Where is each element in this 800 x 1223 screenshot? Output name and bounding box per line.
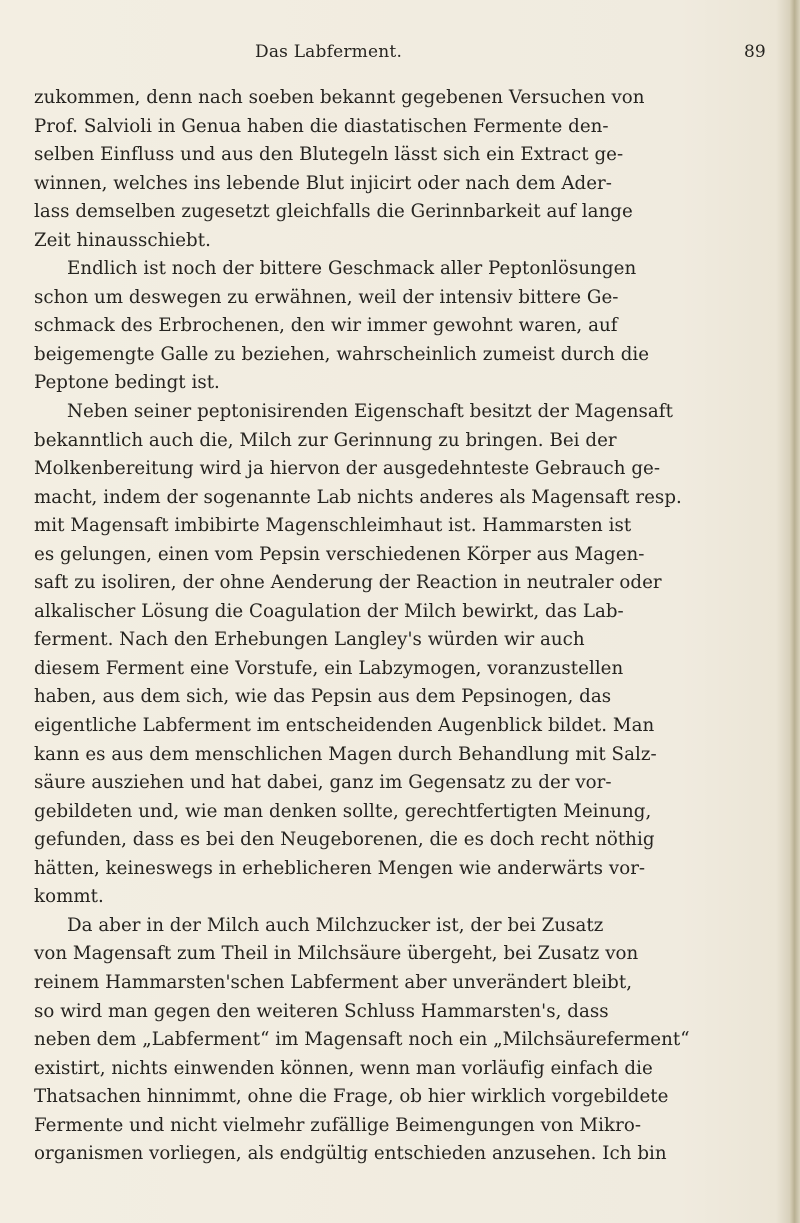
text-line: säure ausziehen und hat dabei, ganz im Gegensatz zu der vor-	[34, 772, 612, 794]
text-line: zukommen, denn nach soeben bekannt gegebenen Versuchen von	[34, 87, 645, 108]
text-line: saft zu isoliren, der ohne Aenderung der Reaction in neutraler oder	[34, 572, 662, 594]
text-line: Prof. Salvioli in Genua haben die diastatischen Fermente den-	[34, 115, 609, 137]
text-line: Thatsachen hinnimmt, ohne die Frage, ob hier wirklich vorgebildete	[34, 1086, 669, 1108]
text-line: ferment. Nach den Erhebungen Langley's würden wir auch	[34, 629, 585, 651]
text-line: kann es aus dem menschlichen Magen durch Behandlung mit Salz-	[34, 743, 657, 765]
text-line: gefunden, dass es bei den Neugeborenen, die es doch recht nöthig	[34, 829, 655, 851]
text-line: lass demselben zugesetzt gleichfalls die Gerinnbarkeit auf lange	[34, 201, 633, 223]
text-line: von Magensaft zum Theil in Milchsäure übergeht, bei Zusatz von	[34, 943, 639, 965]
text-line: schon um deswegen zu erwähnen, weil der intensiv bittere Ge-	[34, 286, 619, 308]
text-line: reinem Hammarsten'schen Labferment aber unverändert bleibt,	[34, 971, 633, 993]
text-line: Fermente und nicht vielmehr zufällige Beimengungen von Mikro-	[34, 1114, 642, 1136]
text-line: diesem Ferment eine Vorstufe, ein Labzymogen, voranzustellen	[34, 657, 624, 679]
text-line: es gelungen, einen vom Pepsin verschiedenen Körper aus Magen-	[34, 543, 645, 565]
text-line: winnen, welches ins lebende Blut injicirt oder nach dem Ader-	[34, 172, 612, 194]
text-line: hätten, keineswegs in erheblicheren Mengen wie anderwärts vor-	[34, 857, 646, 879]
paragraph-first-line: Da aber in der Milch auch Milchzucker ist, der bei Zusatz	[67, 914, 604, 936]
text-line: eigentliche Labferment im entscheidenden Augenblick bildet. Man	[34, 715, 655, 737]
text-line: Peptone bedingt ist.	[34, 372, 220, 394]
text-line: gebildeten und, wie man denken sollte, gerechtfertigten Meinung,	[34, 800, 652, 822]
body-text	[34, 84, 690, 1169]
text-line: selben Einfluss und aus den Blutegeln lässt sich ein Extract ge-	[34, 144, 624, 166]
text-line: Zeit hinausschiebt.	[34, 229, 211, 251]
text-line: alkalischer Lösung die Coagulation der Milch bewirkt, das Lab-	[34, 600, 624, 622]
text-line: haben, aus dem sich, wie das Pepsin aus dem Pepsinogen, das	[34, 686, 612, 708]
text-line: mit Magensaft imbibirte Magenschleimhaut ist. Hammarsten ist	[34, 515, 632, 537]
text-line: Molkenbereitung wird ja hiervon der ausgedehnteste Gebrauch ge-	[34, 458, 661, 480]
text-line: schmack des Erbrochenen, den wir immer gewohnt waren, auf	[34, 315, 618, 337]
text-line: bekanntlich auch die, Milch zur Gerinnung zu bringen. Bei der	[34, 429, 617, 451]
text-line: kommt.	[34, 886, 104, 908]
page-edge-shadow	[790, 0, 800, 1223]
text-line: beigemengte Galle zu beziehen, wahrscheinlich zumeist durch die	[34, 343, 650, 365]
running-title: Das Labferment.	[255, 42, 403, 62]
text-line: existirt, nichts einwenden können, wenn man vorläufig einfach die	[34, 1057, 653, 1079]
text-line: so wird man gegen den weiteren Schluss Hammarsten's, dass	[34, 1000, 609, 1022]
text-line: organismen vorliegen, als endgültig entschieden anzusehen. Ich bin	[34, 1143, 667, 1165]
text-line: neben dem „Labferment“ im Magensaft noch ein „Milchsäureferment“	[34, 1029, 690, 1051]
text-line: macht, indem der sogenannte Lab nichts anderes als Magensaft resp.	[34, 486, 682, 508]
paragraph-first-line: Endlich ist noch der bittere Geschmack aller Peptonlösungen	[67, 258, 637, 280]
paragraph-first-line: Neben seiner peptonisirenden Eigenschaft besitzt der Magensaft	[67, 401, 673, 423]
page-number: 89	[744, 42, 766, 62]
